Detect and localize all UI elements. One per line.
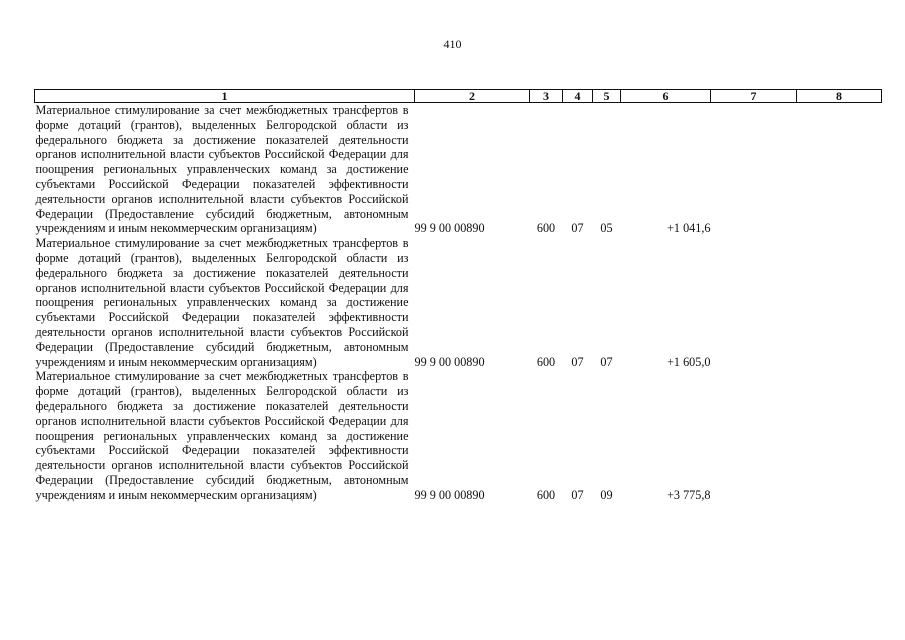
row-col3: 600 bbox=[536, 221, 556, 236]
row-col8 bbox=[797, 236, 882, 369]
row-col8 bbox=[797, 369, 882, 502]
row-col3: 600 bbox=[536, 487, 556, 502]
row-col4: 07 bbox=[571, 221, 584, 236]
row-code: 99 9 00 00890 bbox=[414, 487, 485, 502]
row-col5: 09 bbox=[600, 487, 613, 502]
row-col4: 07 bbox=[571, 354, 584, 369]
table-row bbox=[35, 369, 882, 502]
row-col3: 600 bbox=[536, 354, 556, 369]
col-header-8: 8 bbox=[797, 90, 882, 103]
header-row bbox=[35, 90, 882, 103]
col-header-1: 1 bbox=[35, 90, 415, 103]
row-amount: +3 775,8 bbox=[667, 487, 711, 502]
col-header-6: 6 bbox=[621, 90, 711, 103]
col-header-7: 7 bbox=[711, 90, 797, 103]
col-header-2: 2 bbox=[415, 90, 530, 103]
col-header-3: 3 bbox=[530, 90, 563, 103]
row-description: Материальное стимулирование за счет межбюджетных трансфертов в форме дотаций (грантов), выделенных Белгородской области из федерального бюджета за достижение показателей деятельности органов исполнительной власти субъектов Российской Федерации для поощрения региональных управленческих команд за достижение субъектами Российской Федерации показателей эффективности деятельности органов исполнительной власти субъектов Российской Федерации (Предоставление субсидий бюджетным, автономным учреждениям и иным некоммерческим организациям) bbox=[35, 103, 409, 236]
row-description: Материальное стимулирование за счет межбюджетных трансфертов в форме дотаций (грантов), выделенных Белгородской области из федерального бюджета за достижение показателей деятельности органов исполнительной власти субъектов Российской Федерации для поощрения региональных управленческих команд за достижение субъектами Российской Федерации показателей эффективности деятельности органов исполнительной власти субъектов Российской Федерации (Предоставление субсидий бюджетным, автономным учреждениям и иным некоммерческим организациям) bbox=[35, 369, 409, 502]
budget-table bbox=[34, 89, 882, 503]
col-header-5: 5 bbox=[593, 90, 621, 103]
row-code: 99 9 00 00890 bbox=[414, 354, 485, 369]
row-col5: 05 bbox=[600, 221, 613, 236]
row-col8 bbox=[797, 103, 882, 237]
row-description: Материальное стимулирование за счет межбюджетных трансфертов в форме дотаций (грантов), выделенных Белгородской области из федерального бюджета за достижение показателей деятельности органов исполнительной власти субъектов Российской Федерации для поощрения региональных управленческих команд за достижение субъектами Российской Федерации показателей эффективности деятельности органов исполнительной власти субъектов Российской Федерации (Предоставление субсидий бюджетным, автономным учреждениям и иным некоммерческим организациям) bbox=[35, 236, 409, 369]
row-code: 99 9 00 00890 bbox=[414, 221, 485, 236]
table-row bbox=[35, 103, 882, 237]
row-col7 bbox=[711, 236, 797, 369]
row-amount: +1 041,6 bbox=[667, 221, 711, 236]
page-number: 410 bbox=[443, 37, 462, 51]
table-row bbox=[35, 236, 882, 369]
row-col5: 07 bbox=[600, 354, 613, 369]
col-header-4: 4 bbox=[563, 90, 593, 103]
row-col4: 07 bbox=[571, 487, 584, 502]
row-amount: +1 605,0 bbox=[667, 354, 711, 369]
row-col7 bbox=[711, 369, 797, 502]
row-col7 bbox=[711, 103, 797, 237]
